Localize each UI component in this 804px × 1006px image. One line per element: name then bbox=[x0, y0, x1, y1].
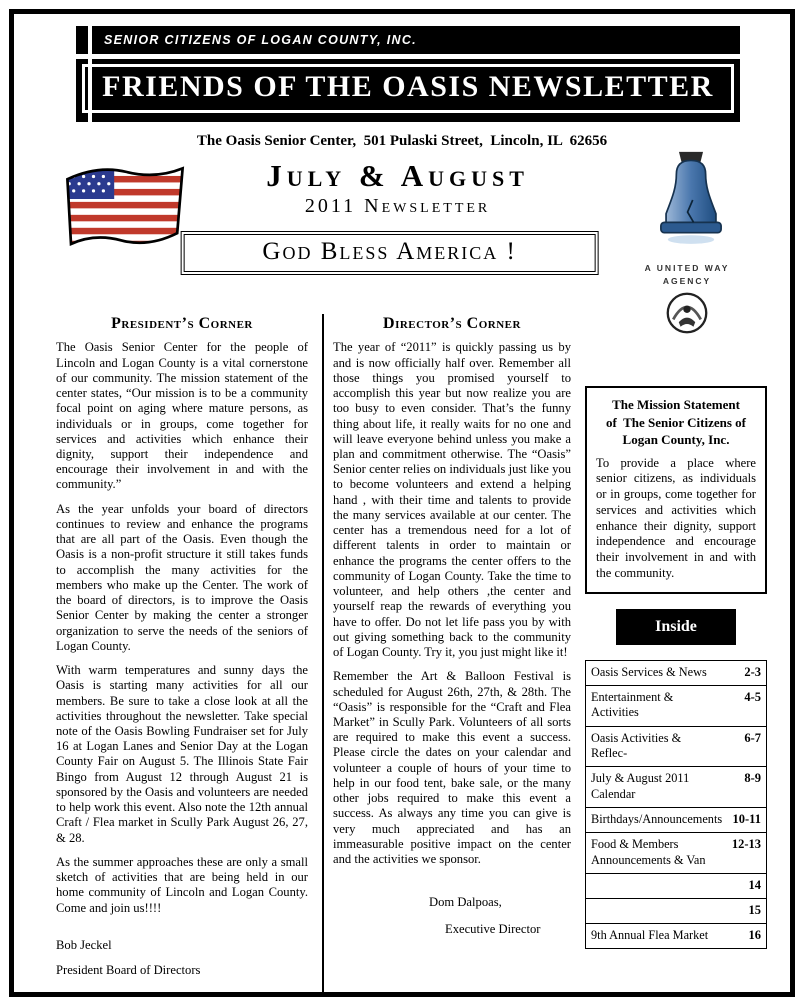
masthead bbox=[76, 26, 740, 122]
president-name: Bob Jeckel bbox=[56, 937, 112, 952]
right-rail bbox=[585, 314, 767, 997]
column-divider-line bbox=[322, 314, 324, 997]
president-signature bbox=[56, 938, 308, 978]
hero-section bbox=[30, 154, 774, 306]
directors-corner-column bbox=[333, 314, 571, 997]
toc-row bbox=[585, 726, 767, 768]
toc-label: Food & Members Announcements & Van bbox=[591, 837, 706, 867]
presidents-corner-heading: President’s Corner bbox=[111, 315, 253, 332]
toc-page: 16 bbox=[748, 928, 761, 943]
united-way-logo-icon bbox=[628, 291, 746, 340]
presidents-paragraph: The Oasis Senior Center for the people of Lincoln and Logan County is a vital cornerstone of our community. The mission statement of the center states, “Our mission is to be a community focal point on aging where mature persons, as individuals or in groups, come together for services and activities which enhance their dignity, support their independence and encourage their involvement in and with the community.” bbox=[56, 340, 308, 492]
toc-label: 9th Annual Flea Market bbox=[591, 928, 709, 943]
directors-paragraph: The year of “2011” is quickly passing us by and is now officially half over. Remember all those things you promised yourself to accomplish this year but now realize you are too busy to even consider. That’s the funny thing about life, it really waits for no one and will leave everyone behind unless you make a plan and commitment otherwise. The “Oasis” Senior center relies on individuals just like you to become volunteers and extend a helping hand , with their time and talents to provide the many services available at our center. The center has a tremendous need for a lot of different talents in order to maintain or enhance the programs the center offers to the community of Logan County. Take the time to volunteer, and help others ,the center and yourself reap the rewards of everything you have to offer. Do not let life pass you by with out giving something back to the community of Logan County. Try it, you just might like it! bbox=[333, 340, 571, 660]
presidents-paragraph: As the year unfolds your board of directors continues to review and enhance the programs that are all part of the Oasis. Even though the Oasis is a non-profit structure it still takes funds to accomplish the many activities for the members who make up the Center. The work of the board of directors, is to improve the Oasis Senior Center by making the center a stronger organization to serve the needs of the seniors of Logan County. bbox=[56, 501, 308, 653]
inside-header: Inside bbox=[616, 609, 736, 645]
american-flag-icon bbox=[62, 162, 188, 259]
liberty-bell-icon bbox=[648, 148, 734, 257]
mission-statement-box bbox=[585, 386, 767, 594]
newsletter-title: FRIENDS OF THE OASIS NEWSLETTER bbox=[82, 64, 734, 113]
directors-paragraph: Remember the Art & Balloon Festival is scheduled for August 26th, 27th, & 28th. The “Oasis” is responsible for the “Craft and Flea Market” in Scully Park. Volunteers of all sorts are required to make this event a success. Please circle the dates on your calendar and volunteer a couple of hours of your time to help in our food tent, bake sale, or the many other jobs required to make this event a success. As always any time you can give is very much appreciated and has an immeasurable positive impact on the center and the activities we sponsor. bbox=[333, 669, 571, 867]
presidents-corner-column bbox=[56, 314, 308, 997]
toc-row bbox=[585, 685, 767, 727]
toc-label: Entertainment & Activities bbox=[591, 689, 674, 720]
toc-row bbox=[585, 660, 767, 686]
toc-row bbox=[585, 873, 767, 899]
main-columns bbox=[56, 314, 774, 997]
directors-corner-heading: Director’s Corner bbox=[383, 315, 521, 332]
presidents-paragraph: With warm temperatures and sunny days the Oasis is starting many activities for all our members. Be sure to take a close look at all the activities throughout the newsletter. Take special note of the Oasis Bowling Fundraiser set for July 16 at Logan Lanes and Senior Day at the Logan County Fair on August 5. The Illinois State Fair Bingo from August 12 through August 21 is sponsored by the Oasis and volunteers are needed to help work this event. Also note the 12th annual Craft / Flea market in Scully Park August 26, 27, & 28. bbox=[56, 663, 308, 845]
toc-page: 15 bbox=[748, 903, 761, 918]
god-bless-america-banner: God Bless America ! bbox=[184, 234, 596, 272]
united-way-label: A UNITED WAY AGENCY bbox=[644, 263, 730, 286]
director-name: Dom Dalpoas, bbox=[429, 895, 502, 910]
mission-title-line: The Mission Statement bbox=[612, 397, 740, 412]
title-banner bbox=[76, 59, 740, 122]
toc-label: Oasis Services & News bbox=[591, 664, 707, 679]
president-title: President Board of Directors bbox=[56, 963, 201, 978]
toc-page: 14 bbox=[748, 878, 761, 893]
issue-title: July & August bbox=[266, 158, 529, 193]
toc-row bbox=[585, 832, 767, 874]
toc-page: 8-9 bbox=[744, 771, 761, 786]
mission-title-line: Logan County, Inc. bbox=[622, 432, 730, 448]
organization-banner: SENIOR CITIZENS OF LOGAN COUNTY, INC. bbox=[76, 26, 740, 54]
toc-row bbox=[585, 766, 767, 808]
address-line: The Oasis Senior Center, 501 Pulaski Street, Lincoln, IL 62656 bbox=[196, 133, 608, 149]
mission-body: To provide a place where senior citizens, as individuals or in groups, come together for services and activities which enhance their dignity, support independence and encourage their involvement in and with the community. bbox=[596, 455, 756, 580]
toc-label: Oasis Activities & Reflec- bbox=[591, 730, 682, 760]
toc-label: Birthdays/Announcements bbox=[591, 812, 723, 827]
united-way-block bbox=[628, 262, 746, 340]
toc-page: 4-5 bbox=[744, 689, 761, 704]
director-signature bbox=[333, 895, 571, 936]
page-frame bbox=[9, 9, 795, 997]
masthead-divider-line bbox=[88, 24, 92, 124]
director-title: Executive Director bbox=[445, 921, 541, 936]
toc-page: 12-13 bbox=[731, 837, 761, 852]
issue-subtitle: 2011 Newsletter bbox=[304, 195, 491, 217]
presidents-paragraph: As the summer approaches these are only a small sketch of activities that are being held in our home community of Lincoln and Logan County. Come and join us!!!! bbox=[56, 854, 308, 915]
mission-title-line: of The Senior Citizens of bbox=[606, 414, 746, 430]
issue-heading bbox=[178, 158, 618, 218]
toc-label: July & August 2011 Calendar bbox=[591, 771, 690, 801]
toc-page: 6-7 bbox=[744, 730, 761, 745]
toc-page: 2-3 bbox=[744, 664, 761, 679]
inside-toc bbox=[585, 660, 767, 950]
toc-row bbox=[585, 923, 767, 949]
toc-page: 10-11 bbox=[732, 812, 761, 827]
toc-row bbox=[585, 898, 767, 924]
toc-row bbox=[585, 807, 767, 833]
